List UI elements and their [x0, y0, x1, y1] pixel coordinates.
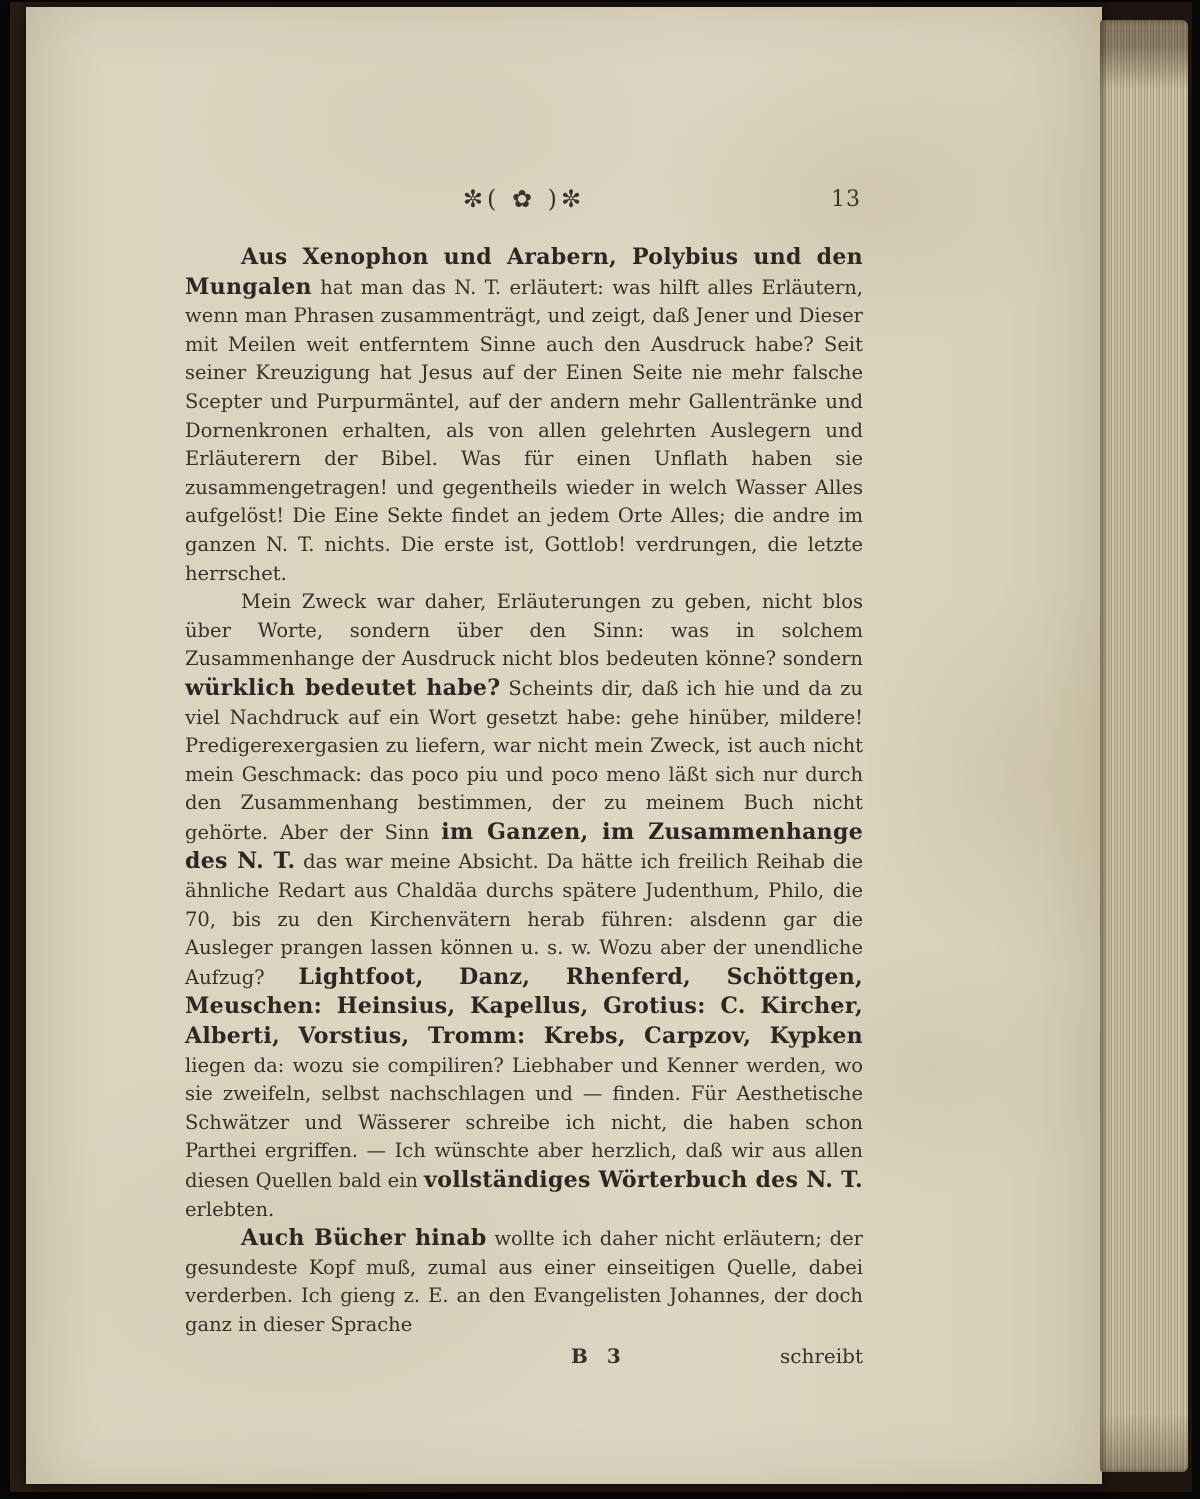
page-text	[185, 243, 863, 1340]
text-run: Mein Zweck war daher, Erläuterungen zu geben, nicht blos über Worte, sondern über den Sinn: was in solchem Zusammenhange der Ausdruck nicht blos bedeuten könne? sondern	[185, 590, 863, 671]
page-number: 13	[831, 187, 861, 212]
book-page	[26, 7, 1102, 1484]
emphasis-run: würklich bedeutet habe?	[185, 674, 501, 701]
paragraph	[185, 243, 863, 588]
text-run: wollte ich daher nicht erläutern; der gesundeste Kopf muß, zumal aus einer einseitigen Quelle, dabei verderben. Ich gieng z. E. an den Evangelisten Johannes, der doch ganz in dieser Sprache	[185, 1227, 863, 1336]
paragraph	[185, 588, 863, 1224]
emphasis-run: Lightfoot, Danz, Rhenferd, Schöttgen, Meuschen: Heinsius, Kapellus, Grotius: C. Kircher, Alberti, Vorstius, Tromm: Krebs, Carpzov, Kypken	[185, 963, 863, 1050]
text-run: das war meine Absicht. Da hätte ich freilich Reihab die ähnliche Redart aus Chaldäa durchs spätere Judenthum, Philo, die 70, bis zu den Kirchenvätern herab führen: alsdenn gar die Ausleger prangen lassen können u. s. w. Wozu aber der unendliche Aufzug?	[185, 850, 863, 989]
emphasis-run: Auch Bücher hinab	[241, 1225, 487, 1252]
text-run: Scheints dir, daß ich hie und da zu viel Nachdruck auf ein Wort gesetzt habe: gehe hinüber, mildere! Predigerexergasien zu liefern, war nicht mein Zweck, ist auch nicht mein Geschmack: das poco piu und poco meno läßt sich nur durch den Zusammenhang bestimmen, der zu meinem Buch nicht gehörte. Aber der Sinn	[185, 676, 863, 844]
emphasis-run: vollständiges Wörterbuch des N. T.	[424, 1167, 863, 1193]
page-footer	[185, 1344, 863, 1374]
text-run: liegen da: wozu sie compiliren? Liebhaber und Kenner werden, wo sie zweifeln, selbst nachschlagen und — finden. Für Aesthetische Schwätzer und Wässerer schreibe ich nicht, die haben schon Parthei ergriffen. — Ich wünschte aber herzlich, daß wir aus allen diesen Quellen bald ein	[185, 1053, 863, 1192]
text-run: hat man das N. T. erläutert: was hilft alles Erläutern, wenn man Phrasen zusammenträgt, und zeigt, daß Jener und Dieser mit Meilen weit entferntem Sinne auch den Ausdruck habe? Seit seiner Kreuzigung hat Jesus auf der Einen Seite nie mehr falsche Scepter und Purpurmäntel, auf der andern mehr Gallentränke und Dornenkronen erhalten, als von allen gelehrten Auslegern und Erläuterern der Bibel. Was für einen Unflath haben sie zusammengetragen! und gegentheils wieder in welch Wasser Alles aufgelöst! Die Eine Sekte findet an jedem Orte Alles; die andre im ganzen N. T. nichts. Die erste ist, Gottlob! verdrungen, die letzte herrschet.	[185, 275, 863, 585]
page-edges	[1100, 20, 1188, 1472]
emphasis-run: Aus Xenophon und Arabern, Polybius und den Mungalen	[185, 244, 863, 300]
page-header	[185, 185, 863, 219]
header-ornament: ✼( ✿ )✼	[462, 185, 586, 213]
page-text-column	[185, 185, 863, 1374]
paragraph	[185, 1224, 863, 1339]
catchword: schreibt	[780, 1343, 863, 1368]
signature-mark: B 3	[571, 1343, 627, 1368]
emphasis-run: im Ganzen, im Zusammenhange des N. T.	[185, 818, 863, 875]
text-run: erlebten.	[185, 1197, 275, 1221]
